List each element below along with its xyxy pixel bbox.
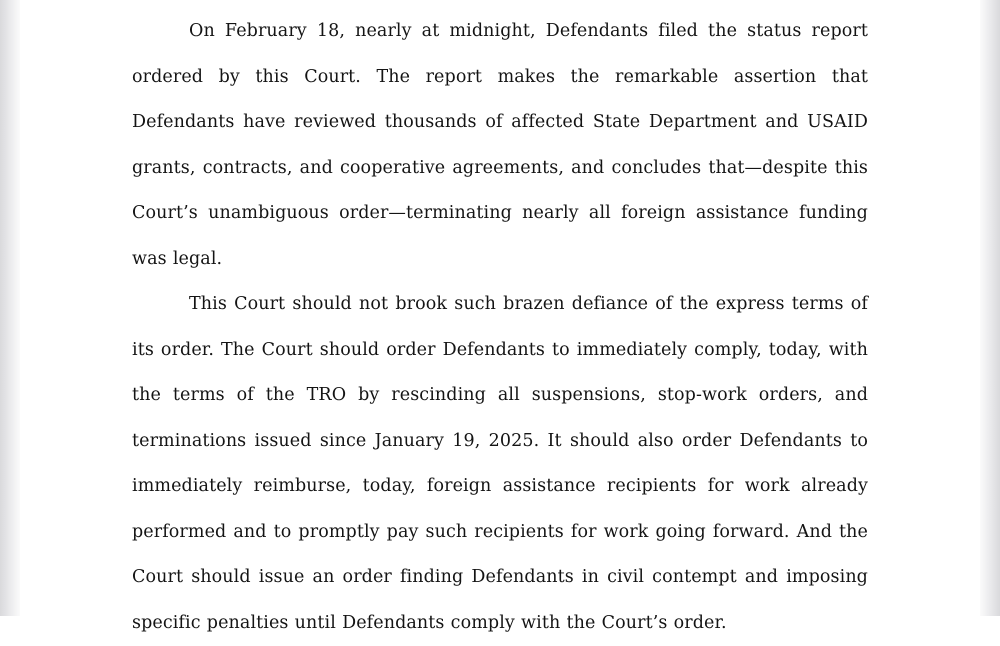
page-margin-right (980, 0, 1000, 616)
document-body (132, 9, 868, 646)
paragraph-status-report: On February 18, nearly at midnight, Defendants filed the status report ordered by this Court. The report makes the remarkable assertion that Defendants have reviewed thousands of affected State Department and USAID grants, contracts, and cooperative agreements, and concludes that—despite this Court’s unambiguous order—terminating nearly all foreign assistance funding was legal. (132, 21, 868, 269)
page-margin-left (0, 0, 20, 616)
paragraph-request-relief: This Court should not brook such brazen defiance of the express terms of its order. The Court should order Defendants to immediately comply, today, with the terms of the TRO by rescinding all suspensions, stop-work orders, and terminations issued since January 19, 2025. It should also order Defendants to immediately reimburse, today, foreign assistance recipients for work already performed and to promptly pay such recipients for work going forward. And the Court should issue an order finding Defendants in civil contempt and imposing specific penalties until Defendants comply with the Court’s order. (132, 294, 868, 633)
document-page (20, 0, 980, 633)
